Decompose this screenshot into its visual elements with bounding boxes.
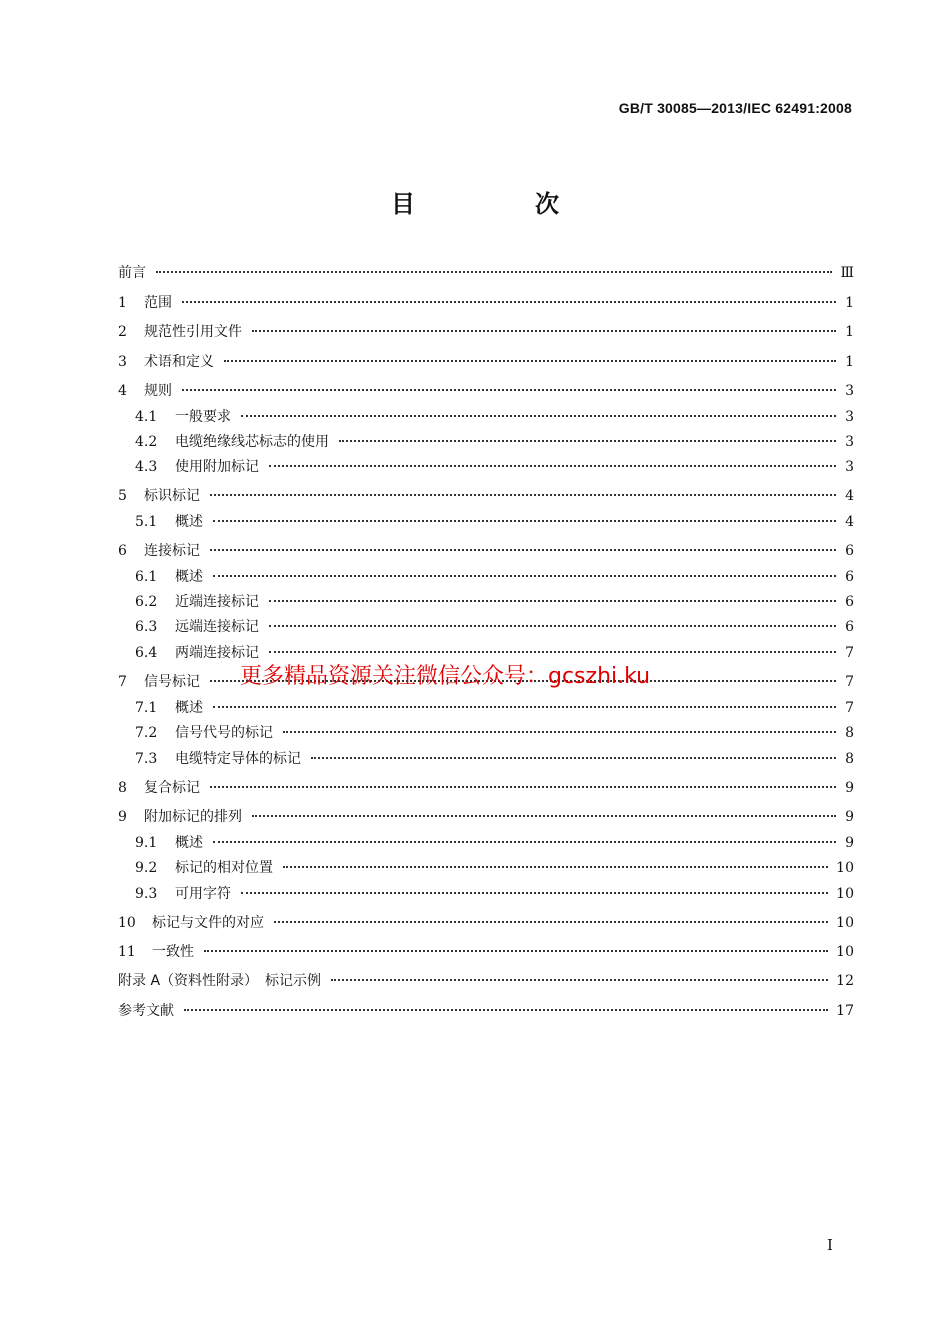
toc-entry-number: 1 <box>118 295 127 311</box>
toc-entry-page: 3 <box>845 409 854 425</box>
dot-leader <box>213 706 836 708</box>
toc-entry-page: 8 <box>845 725 854 741</box>
toc-entry-page: 8 <box>845 751 854 767</box>
dot-leader <box>241 415 836 417</box>
toc-entry-number: 6.3 <box>135 619 158 635</box>
toc-entry-number: 6.1 <box>135 569 158 585</box>
toc-entry-page: 9 <box>845 809 854 825</box>
toc-entry-page: 3 <box>845 434 854 450</box>
toc-entry[interactable] <box>118 380 854 402</box>
toc-entry-label: 参考文献 <box>118 1003 174 1019</box>
toc-entry-page: 4 <box>845 514 854 530</box>
toc-entry-number: 8 <box>118 780 127 796</box>
toc-entry-label: 前言 <box>118 265 146 281</box>
toc-entry-page: 6 <box>845 543 854 559</box>
toc-entry[interactable] <box>135 511 854 533</box>
toc-entry-number: 6.2 <box>135 594 158 610</box>
toc-entry-number: 4 <box>118 383 127 399</box>
dot-leader <box>283 731 836 733</box>
dot-leader <box>224 360 836 362</box>
toc-entry[interactable] <box>135 832 854 854</box>
toc-entry-page: 6 <box>845 594 854 610</box>
toc-entry-page: 17 <box>836 1003 854 1019</box>
toc-entry[interactable] <box>135 857 854 879</box>
toc-entry-number: 3 <box>118 354 127 370</box>
toc-entry-page: 10 <box>836 944 854 960</box>
page-title: 目 次 <box>391 190 607 218</box>
toc-entry-page: 7 <box>845 700 854 716</box>
toc-entry-page: 9 <box>845 780 854 796</box>
toc-entry[interactable] <box>118 292 854 314</box>
dot-leader <box>269 600 836 602</box>
toc-entry-number: 11 <box>118 944 136 960</box>
toc-entry-number: 7 <box>118 674 127 690</box>
toc-entry-number: 9 <box>118 809 127 825</box>
toc-entry[interactable] <box>135 591 854 613</box>
toc-entry-number: 7.1 <box>135 700 158 716</box>
toc-entry-label: 标识标记 <box>144 488 200 504</box>
page-number: I <box>827 1236 833 1254</box>
toc-entry-label: 规范性引用文件 <box>144 324 242 340</box>
toc-entry-page: 1 <box>845 354 854 370</box>
toc-entry-page: 10 <box>836 915 854 931</box>
dot-leader <box>210 494 836 496</box>
toc-entry-label: 电缆绝缘线芯标志的使用 <box>175 434 329 450</box>
toc-entry-label: 范围 <box>144 295 172 311</box>
toc-entry-label: 使用附加标记 <box>175 459 259 475</box>
toc-entry[interactable] <box>135 697 854 719</box>
dot-leader <box>339 440 836 442</box>
toc-entry-label: 附录 A（资料性附录） 标记示例 <box>118 973 322 989</box>
toc-entry-label: 规则 <box>144 383 172 399</box>
toc-entry-label: 近端连接标记 <box>175 594 259 610</box>
toc-entry[interactable] <box>118 485 854 507</box>
toc-entry-number: 9.2 <box>135 860 158 876</box>
toc-entry-number: 4.3 <box>135 459 158 475</box>
toc-entry-number: 9.1 <box>135 835 158 851</box>
toc-entry[interactable] <box>118 262 854 284</box>
toc-entry-page: Ⅲ <box>840 265 854 281</box>
toc-entry-page: 1 <box>845 295 854 311</box>
toc-entry-label: 标记与文件的对应 <box>152 915 264 931</box>
toc-entry[interactable] <box>135 406 854 428</box>
toc-entry-page: 6 <box>845 569 854 585</box>
toc-entry-number: 10 <box>118 915 136 931</box>
dot-leader <box>311 757 836 759</box>
toc-entry-label: 信号标记 <box>144 674 200 690</box>
toc-entry-number: 6 <box>118 543 127 559</box>
toc-entry-number: 5 <box>118 488 127 504</box>
dot-leader <box>184 1009 828 1011</box>
toc-entry[interactable] <box>118 540 854 562</box>
toc-entry[interactable] <box>118 941 854 963</box>
dot-leader <box>252 815 836 817</box>
dot-leader <box>210 549 836 551</box>
toc-entry[interactable] <box>135 566 854 588</box>
toc-entry-number: 7.2 <box>135 725 158 741</box>
toc-entry-number: 9.3 <box>135 886 158 902</box>
dot-leader <box>213 575 836 577</box>
dot-leader <box>241 892 828 894</box>
toc-entry-page: 7 <box>845 645 854 661</box>
toc-entry-label: 标记的相对位置 <box>175 860 273 876</box>
toc-entry[interactable] <box>135 616 854 638</box>
toc-entry[interactable] <box>118 777 854 799</box>
toc-entry-page: 4 <box>845 488 854 504</box>
dot-leader <box>182 389 836 391</box>
dot-leader <box>283 866 828 868</box>
toc-entry[interactable] <box>135 431 854 453</box>
toc-entry[interactable] <box>135 722 854 744</box>
toc-entry[interactable] <box>135 883 854 905</box>
toc-entry-page: 6 <box>845 619 854 635</box>
toc-entry-page: 3 <box>845 383 854 399</box>
toc-entry[interactable] <box>135 748 854 770</box>
toc-entry-label: 概述 <box>175 569 203 585</box>
toc-entry-label: 连接标记 <box>144 543 200 559</box>
toc-entry-number: 5.1 <box>135 514 158 530</box>
dot-leader <box>269 651 836 653</box>
dot-leader <box>210 786 836 788</box>
toc-entry-number: 4.1 <box>135 409 158 425</box>
dot-leader <box>156 271 832 273</box>
toc-entry-number: 7.3 <box>135 751 158 767</box>
toc-entry-page: 3 <box>845 459 854 475</box>
toc-entry-page: 1 <box>845 324 854 340</box>
dot-leader <box>269 625 836 627</box>
toc-entry-page: 7 <box>845 674 854 690</box>
dot-leader <box>269 465 836 467</box>
toc-entry[interactable] <box>118 1000 854 1022</box>
toc-entry-label: 两端连接标记 <box>175 645 259 661</box>
toc-entry-number: 4.2 <box>135 434 158 450</box>
toc-entry-number: 6.4 <box>135 645 158 661</box>
dot-leader <box>252 330 836 332</box>
toc-entry-label: 一般要求 <box>175 409 231 425</box>
toc-entry-label: 概述 <box>175 514 203 530</box>
dot-leader <box>213 841 836 843</box>
toc-entry-page: 10 <box>836 860 854 876</box>
toc-entry[interactable] <box>118 321 854 343</box>
toc-entry-label: 概述 <box>175 700 203 716</box>
toc-entry-label: 信号代号的标记 <box>175 725 273 741</box>
standard-number: GB/T 30085—2013/IEC 62491:2008 <box>618 100 852 116</box>
toc-entry[interactable] <box>118 970 854 992</box>
toc-entry-label: 概述 <box>175 835 203 851</box>
toc-entry[interactable] <box>118 806 854 828</box>
toc-entry[interactable] <box>118 351 854 373</box>
dot-leader <box>204 950 828 952</box>
toc-entry-label: 术语和定义 <box>144 354 214 370</box>
toc-entry-label: 一致性 <box>152 944 194 960</box>
toc-entry-number: 2 <box>118 324 127 340</box>
toc-entry-page: 10 <box>836 886 854 902</box>
toc-entry-label: 电缆特定导体的标记 <box>175 751 301 767</box>
toc-entry-label: 可用字符 <box>175 886 231 902</box>
toc-entry[interactable] <box>135 456 854 478</box>
toc-entry-label: 复合标记 <box>144 780 200 796</box>
watermark-text: 更多精品资源关注微信公众号：gcszhi.ku <box>240 664 651 689</box>
toc-entry-label: 远端连接标记 <box>175 619 259 635</box>
dot-leader <box>274 921 828 923</box>
toc-entry-label: 附加标记的排列 <box>144 809 242 825</box>
dot-leader <box>213 520 836 522</box>
dot-leader <box>182 301 836 303</box>
dot-leader <box>331 979 828 981</box>
toc-entry-page: 12 <box>836 973 854 989</box>
toc-entry-page: 9 <box>845 835 854 851</box>
toc-entry[interactable] <box>118 912 854 934</box>
